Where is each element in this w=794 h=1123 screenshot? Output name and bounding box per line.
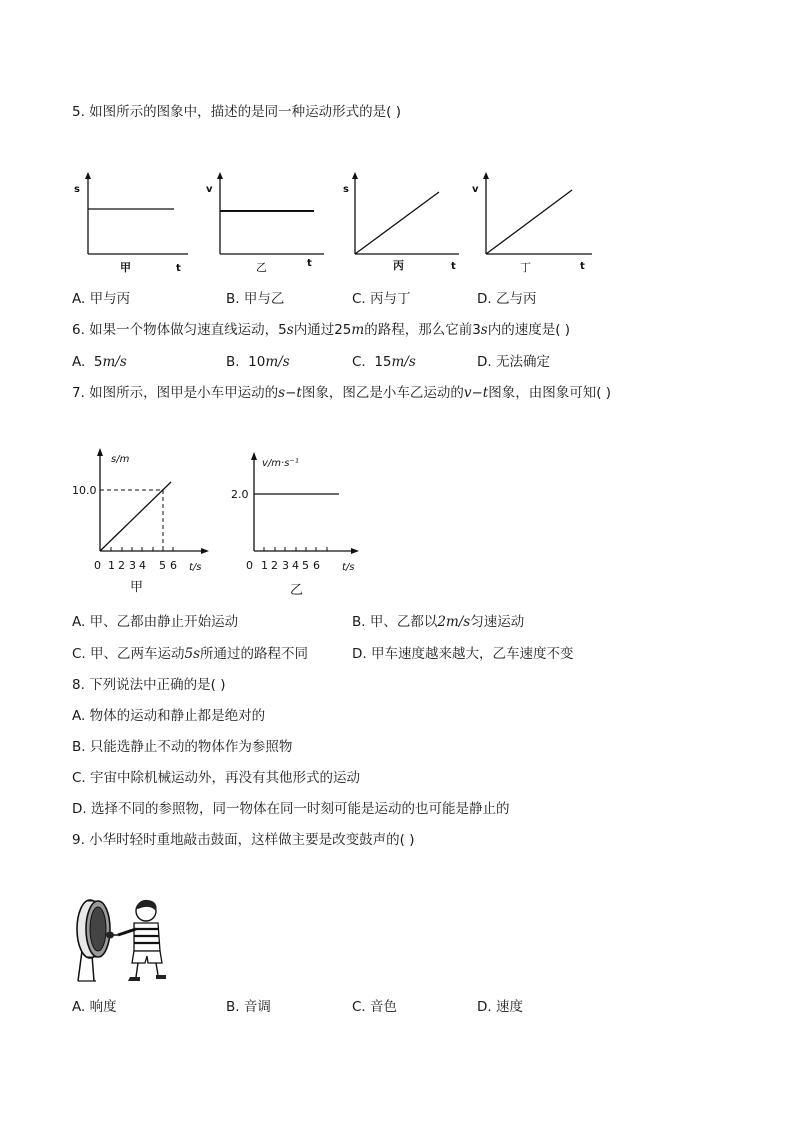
q7-yi-xlabel: t/s	[342, 562, 355, 573]
q5-yi-caption: 乙	[256, 261, 267, 274]
q7-option-d: D. 甲车速度越来越大，乙车速度不变	[352, 646, 574, 662]
q7-yi-xtick-3: 3	[282, 559, 289, 572]
q7-yi-ylabel: v/m·s⁻¹	[262, 458, 299, 469]
q7-jia-xtick-3: 3	[129, 559, 136, 572]
q5-bing-xlabel: t	[451, 261, 456, 272]
q5-ding-caption: 丁	[520, 261, 531, 274]
q7-option-a: A. 甲、乙都由静止开始运动	[72, 614, 239, 630]
q5-option-c: C. 丙与丁	[352, 291, 411, 307]
q5-bing-caption: 丙	[393, 259, 404, 272]
q9-option-a: A. 响度	[72, 999, 117, 1015]
q5-yi-ylabel: v	[206, 184, 213, 195]
q5-option-b: B. 甲与乙	[226, 291, 285, 307]
q6-option-c: C. 15m/s	[352, 354, 416, 370]
q5-jia-caption: 甲	[120, 261, 131, 274]
q7-jia-xtick-6: 6	[170, 559, 177, 572]
q7-option-b: B. 甲、乙都以2m/s匀速运动	[352, 614, 525, 630]
q5-yi-xlabel: t	[307, 258, 312, 269]
q7-jia-xtick-4: 4	[139, 559, 146, 572]
q7-graph-jia	[70, 448, 215, 594]
q7-yi-xtick-2: 2	[271, 559, 278, 572]
q5-option-a: A. 甲与丙	[72, 291, 131, 307]
q6-question: 6. 如果一个物体做匀速直线运动，5s内通过25m的路程，那么它前3s内的速度是( )	[72, 322, 571, 338]
q7-graph-yi	[228, 452, 368, 598]
q6-option-d: D. 无法确定	[477, 354, 550, 370]
q5-question: 5. 如图所示的图象中，描述的是同一种运动形式的是( )	[72, 104, 401, 120]
q5-ding-ylabel: v	[472, 184, 479, 195]
q8-option-c: C. 宇宙中除机械运动外，再没有其他形式的运动	[72, 770, 361, 786]
q7-yi-caption: 乙	[290, 583, 304, 598]
q5-graph-ding	[470, 172, 596, 276]
q7-yi-xtick-1: 1	[261, 559, 268, 572]
q7-jia-xtick-2: 2	[118, 559, 125, 572]
q7-jia-xtick-1: 1	[108, 559, 115, 572]
q7-yi-xtick-0: 0	[246, 559, 253, 572]
q7-yi-xtick-5: 5	[302, 559, 309, 572]
q7-jia-xlabel: t/s	[189, 562, 202, 573]
q7-jia-ytick: 10.0	[72, 484, 97, 497]
q7-yi-xtick-4: 4	[292, 559, 299, 572]
q9-option-c: C. 音色	[352, 999, 398, 1015]
q5-jia-xlabel: t	[176, 263, 181, 274]
q9-question: 9. 小华时轻时重地敲击鼓面，这样做主要是改变鼓声的( )	[72, 832, 415, 848]
q6-option-b: B. 10m/s	[226, 354, 290, 370]
drum-boy-illustration	[72, 893, 172, 983]
q7-jia-xtick-0: 0	[94, 559, 101, 572]
q8-option-d: D. 选择不同的参照物，同一物体在同一时刻可能是运动的也可能是静止的	[72, 801, 510, 817]
q9-option-d: D. 速度	[477, 999, 523, 1015]
q5-option-d: D. 乙与丙	[477, 291, 537, 307]
q5-bing-ylabel: s	[343, 184, 349, 195]
q7-option-c: C. 甲、乙两车运动5s所通过的路程不同	[72, 646, 309, 662]
q7-yi-xtick-6: 6	[313, 559, 320, 572]
q8-option-a: A. 物体的运动和静止都是绝对的	[72, 708, 266, 724]
q9-option-b: B. 音调	[226, 999, 271, 1015]
q5-graph-jia	[70, 172, 190, 276]
q7-question: 7. 如图所示，图甲是小车甲运动的s−t图象，图乙是小车乙运动的v−t图象，由图象可知( )	[72, 385, 612, 401]
q7-jia-ylabel: s/m	[111, 454, 130, 465]
q7-jia-xtick-5: 5	[159, 559, 166, 572]
q5-jia-ylabel: s	[74, 184, 80, 195]
q7-jia-caption: 甲	[130, 580, 144, 595]
q8-question: 8. 下列说法中正确的是( )	[72, 677, 226, 693]
q8-option-b: B. 只能选静止不动的物体作为参照物	[72, 739, 293, 755]
q7-yi-ytick: 2.0	[231, 488, 249, 501]
q6-option-a: A. 5m/s	[72, 354, 127, 370]
q5-ding-xlabel: t	[580, 261, 585, 272]
q5-graph-bing	[341, 172, 465, 276]
q5-graph-yi	[204, 172, 328, 276]
